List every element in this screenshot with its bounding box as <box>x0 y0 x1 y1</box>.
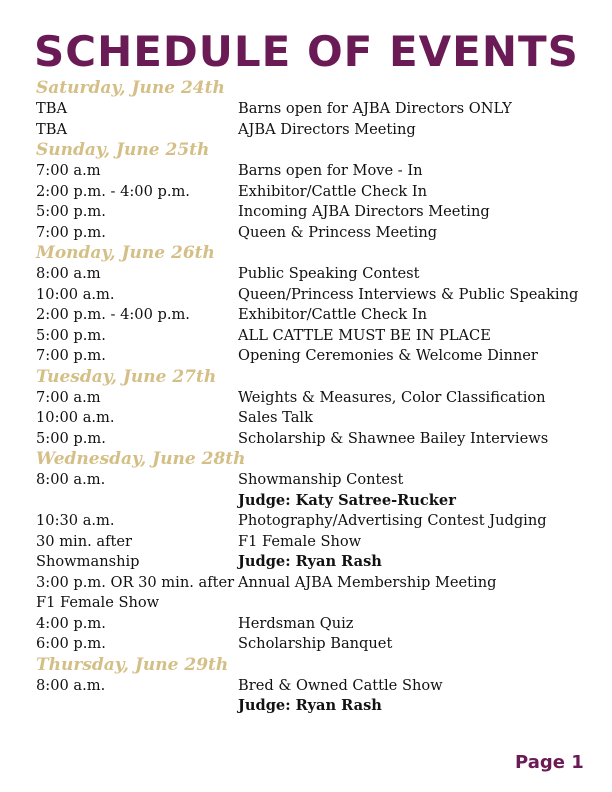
event-description: Barns open for Move - In <box>238 162 423 179</box>
event-description-cell <box>238 511 586 532</box>
event-row <box>36 429 586 450</box>
event-description: Incoming AJBA Directors Meeting <box>238 203 490 220</box>
day-heading: Thursday, June 29th <box>36 654 229 675</box>
event-description: Public Speaking Contest <box>238 265 420 282</box>
event-description: Queen & Princess Meeting <box>238 223 438 241</box>
event-judge: Judge: Ryan Rash <box>238 697 382 714</box>
event-description: F1 Female Show <box>238 532 362 550</box>
event-description: Exhibitor/Cattle Check In <box>238 306 428 323</box>
event-time: 10:30 a.m. <box>36 512 115 529</box>
event-time: TBA <box>36 120 67 138</box>
event-time: 8:00 a.m. <box>36 471 106 488</box>
event-time: 7:00 a.m <box>36 388 101 406</box>
event-description: Weights & Measures, Color Classification <box>238 388 546 406</box>
day-heading: Monday, June 26th <box>36 243 215 263</box>
event-time: 3:00 p.m. OR 30 min. after F1 Female Show <box>36 573 235 611</box>
event-description: Opening Ceremonies & Welcome Dinner <box>238 347 538 364</box>
event-description: Showmanship Contest <box>238 471 404 488</box>
event-time: 7:00 a.m <box>36 162 101 179</box>
event-description-cell <box>238 202 586 223</box>
day-section <box>36 140 586 243</box>
event-time: 7:00 p.m. <box>36 223 106 241</box>
event-description-cell <box>238 388 586 409</box>
event-row <box>36 120 586 141</box>
event-time: 2:00 p.m. - 4:00 p.m. <box>36 306 190 323</box>
event-time: 4:00 p.m. <box>36 614 106 632</box>
event-time: 7:00 p.m. <box>36 347 106 364</box>
event-description: Herdsman Quiz <box>238 614 354 632</box>
event-row <box>36 264 586 285</box>
event-description: Photography/Advertising Contest Judging <box>238 512 547 529</box>
event-row <box>36 285 586 306</box>
day-section <box>36 367 586 450</box>
event-time: 5:00 p.m. <box>36 326 106 344</box>
event-description-cell <box>238 532 586 573</box>
event-description-cell <box>238 182 586 203</box>
day-heading: Tuesday, June 27th <box>36 366 217 387</box>
event-description: ALL CATTLE MUST BE IN PLACE <box>238 326 491 344</box>
event-row <box>36 305 586 326</box>
schedule <box>36 78 586 717</box>
event-description-cell <box>238 161 586 182</box>
day-section <box>36 78 586 140</box>
event-description: Queen/Princess Interviews & Public Speaking <box>238 285 579 303</box>
day-heading: Wednesday, June 28th <box>36 449 246 469</box>
event-judge: Judge: Ryan Rash <box>238 553 382 570</box>
event-row <box>36 408 586 429</box>
event-description-cell <box>238 429 586 450</box>
event-description-cell <box>238 326 586 347</box>
event-row <box>36 573 586 614</box>
event-time: 2:00 p.m. - 4:00 p.m. <box>36 182 190 200</box>
event-row <box>36 676 586 717</box>
page-title: SCHEDULE OF EVENTS <box>34 27 579 76</box>
event-row <box>36 634 586 655</box>
event-description-cell <box>238 264 586 285</box>
event-time: 10:00 a.m. <box>36 409 115 426</box>
event-time: TBA <box>36 100 67 117</box>
day-section <box>36 655 586 717</box>
event-description-cell <box>238 408 586 429</box>
event-description: Sales Talk <box>238 409 313 426</box>
day-section <box>36 243 586 367</box>
event-row <box>36 511 586 532</box>
day-heading: Sunday, June 25th <box>36 140 210 160</box>
event-row <box>36 470 586 511</box>
event-row <box>36 223 586 244</box>
event-row <box>36 99 586 120</box>
day-section <box>36 449 586 655</box>
event-time: 8:00 a.m. <box>36 676 106 694</box>
event-description-cell <box>238 120 586 141</box>
day-heading: Saturday, June 24th <box>36 78 225 98</box>
event-description-cell <box>238 346 586 367</box>
event-description: Barns open for AJBA Directors ONLY <box>238 100 512 117</box>
event-row <box>36 182 586 203</box>
event-description-cell <box>238 634 586 655</box>
event-row <box>36 346 586 367</box>
event-time: 5:00 p.m. <box>36 429 106 447</box>
event-description: AJBA Directors Meeting <box>238 120 416 138</box>
event-description-cell <box>238 676 586 717</box>
event-description-cell <box>238 305 586 326</box>
event-row <box>36 326 586 347</box>
event-time: 6:00 p.m. <box>36 635 106 652</box>
event-row <box>36 161 586 182</box>
event-time: 8:00 a.m <box>36 265 101 282</box>
event-row <box>36 614 586 635</box>
event-description: Scholarship Banquet <box>238 635 393 652</box>
event-description: Annual AJBA Membership Meeting <box>238 573 497 591</box>
event-description-cell <box>238 573 586 614</box>
event-time: 10:00 a.m. <box>36 285 115 303</box>
page-number: Page 1 <box>515 752 584 773</box>
event-row <box>36 202 586 223</box>
event-description-cell <box>238 614 586 635</box>
event-description-cell <box>238 223 586 244</box>
event-row <box>36 532 586 573</box>
event-description-cell <box>238 285 586 306</box>
event-description: Exhibitor/Cattle Check In <box>238 182 428 200</box>
event-description: Scholarship & Shawnee Bailey Interviews <box>238 429 549 447</box>
event-description: Bred & Owned Cattle Show <box>238 676 443 694</box>
event-row <box>36 388 586 409</box>
event-time: 5:00 p.m. <box>36 203 106 220</box>
event-time: 30 min. after Showmanship <box>36 532 140 570</box>
event-description-cell <box>238 99 586 120</box>
event-description-cell <box>238 470 586 511</box>
event-judge: Judge: Katy Satree-Rucker <box>238 491 456 509</box>
